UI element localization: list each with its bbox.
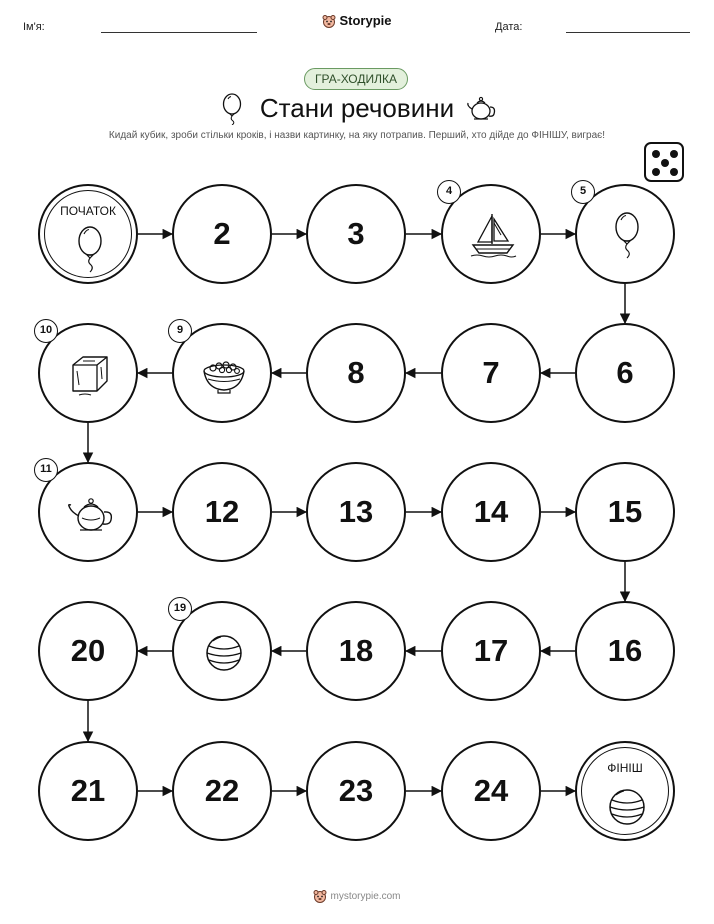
board-space-21[interactable] [38, 741, 138, 841]
space-number-badge: 5 [571, 180, 595, 204]
space-number: 17 [473, 633, 509, 668]
board-space-12[interactable] [172, 462, 272, 562]
space-number: 8 [347, 355, 365, 390]
sailboat-icon [468, 210, 518, 260]
space-number: 6 [616, 355, 634, 390]
board-space-11[interactable] [38, 462, 138, 562]
space-number-badge: 19 [168, 597, 192, 621]
ball-icon [199, 627, 249, 677]
ice-cube-icon [65, 349, 115, 399]
space-number: 23 [338, 773, 374, 808]
start-space[interactable] [38, 184, 138, 284]
space-number: 16 [607, 633, 643, 668]
space-number: 13 [338, 494, 374, 529]
space-number-badge: 10 [34, 319, 58, 343]
board-space-17[interactable] [441, 601, 541, 701]
board-space-16[interactable] [575, 601, 675, 701]
space-number: 15 [607, 494, 643, 529]
board-space-9[interactable] [172, 323, 272, 423]
footer [0, 889, 714, 906]
board-space-23[interactable] [306, 741, 406, 841]
board-space-18[interactable] [306, 601, 406, 701]
space-number: 24 [473, 773, 509, 808]
board-space-2[interactable] [172, 184, 272, 284]
instructions: Кидай кубик, зроби стільки кроків, і назви картинку, на яку потрапив. Перший, хто дійде до ФІНІШУ, виграє! [108, 130, 606, 141]
space-number: 18 [338, 633, 374, 668]
space-number: 2 [213, 216, 231, 251]
board-space-14[interactable] [441, 462, 541, 562]
space-number: 21 [70, 773, 106, 808]
balloon-icon [602, 210, 652, 260]
board-space-8[interactable] [306, 323, 406, 423]
date-label: Дата: [495, 21, 523, 33]
board-space-7[interactable] [441, 323, 541, 423]
board-space-10[interactable] [38, 323, 138, 423]
finish-label: ФІНІШ [607, 761, 643, 775]
space-number: 22 [204, 773, 240, 808]
space-number: 12 [204, 494, 240, 529]
cereal-bowl-icon [199, 349, 249, 399]
board-space-24[interactable] [441, 741, 541, 841]
finish-space[interactable] [575, 741, 675, 841]
space-number: 20 [70, 633, 106, 668]
teapot-icon [65, 488, 115, 538]
space-number: 7 [482, 355, 500, 390]
board-space-22[interactable] [172, 741, 272, 841]
board-space-19[interactable] [172, 601, 272, 701]
space-number: 3 [347, 216, 365, 251]
start-label: ПОЧАТОК [60, 204, 116, 218]
space-number-badge: 11 [34, 458, 58, 482]
board-space-3[interactable] [306, 184, 406, 284]
board-space-6[interactable] [575, 323, 675, 423]
game-type-badge: ГРА-ХОДИЛКА [304, 68, 408, 90]
board-space-15[interactable] [575, 462, 675, 562]
space-number-badge: 4 [437, 180, 461, 204]
footer-url[interactable]: mystorypie.com [330, 891, 401, 902]
storypie-logo-icon [313, 889, 327, 906]
brand-name: Storypie [339, 13, 392, 28]
page-title: Стани речовини [259, 93, 455, 123]
space-number-badge: 9 [168, 319, 192, 343]
space-number: 14 [473, 494, 509, 529]
name-label: Ім'я: [23, 21, 45, 33]
board-space-4[interactable] [441, 184, 541, 284]
board-space-20[interactable] [38, 601, 138, 701]
balloon-icon [65, 224, 115, 274]
board-space-13[interactable] [306, 462, 406, 562]
ball-icon [602, 781, 652, 831]
board-space-5[interactable] [575, 184, 675, 284]
